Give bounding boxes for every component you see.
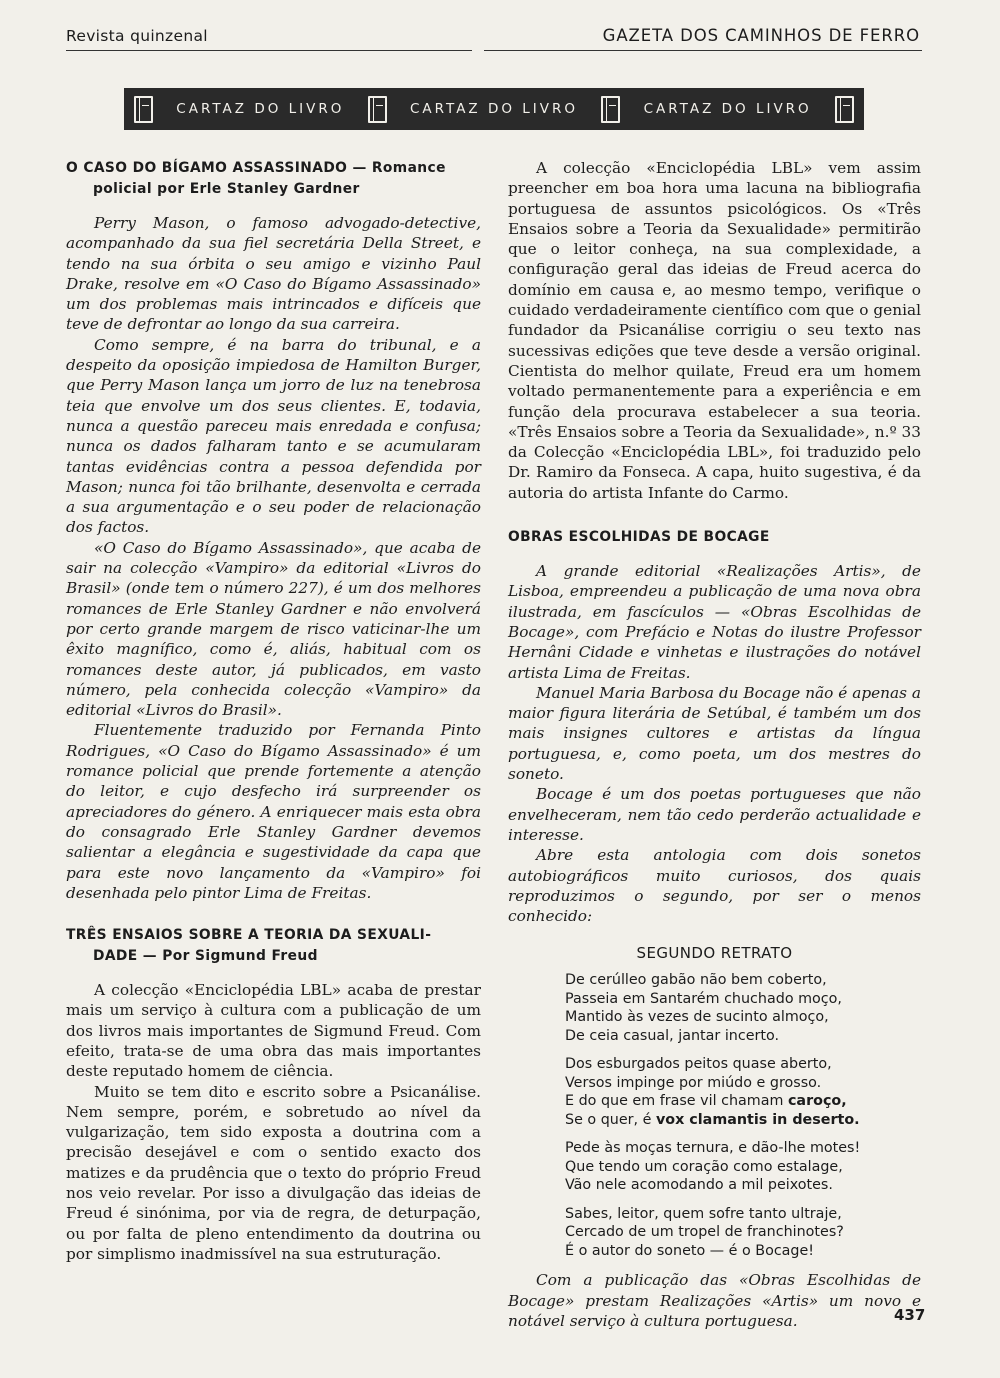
heading-line-1: TRÊS ENSAIOS SOBRE A TEORIA DA SEXUALI- [66, 927, 432, 944]
heading-line-1: O CASO DO BÍGAMO ASSASSINADO — Romance [66, 160, 446, 176]
heading-line-2: DADE — Por Sigmund Freud [93, 948, 318, 965]
poem-line: Sabes, leitor, quem sofre tanto ultraje, [565, 1205, 842, 1222]
right-column [508, 158, 921, 1331]
header-rule-left [66, 50, 472, 51]
poem-line: De ceia casual, jantar incerto. [565, 1027, 780, 1044]
paragraph: Perry Mason, o famoso advogado-detective, acompanhado da sua fiel secretária Della Street, e tendo na sua órbita o seu amigo e vizinho Paul Drake, resolve em «O Caso do Bígamo Assassinado» um dos problemas mais intrincados e difíceis que teve de defrontar ao longo da sua carreira. [66, 214, 481, 334]
page-number: 437 [894, 1306, 926, 1324]
book-icon [601, 96, 620, 123]
banner-label-2: CARTAZ DO LIVRO [409, 101, 579, 117]
poem-line: Que tendo um coração como estalage, [565, 1158, 843, 1175]
section-banner [124, 88, 864, 130]
paragraph: Fluentemente traduzido por Fernanda Pinto Rodrigues, «O Caso do Bígamo Assassinado» é um romance policial que prende fortemente a atenção do leitor, e cujo desfecho irá surpreender os apreciadores do género. A enriquecer mais esta obra do consagrado Erle Stanley Gardner devemos salientar a elegância e sugestividade da capa que para este novo lançamento da «Vampiro» foi desenhada pelo pintor Lima de Freitas. [66, 721, 481, 902]
poem-line: É o autor do soneto — é o Bocage! [565, 1242, 815, 1259]
poem-line: Dos esburgados peitos quase aberto, [565, 1056, 832, 1073]
poem-stanza-4 [508, 1205, 921, 1261]
left-column [66, 158, 481, 1264]
poem-line: Cercado de um tropel de franchinotes? [565, 1224, 844, 1241]
paragraph: «O Caso do Bígamo Assassinado», que acaba de sair na colecção «Vampiro» da editorial «Livros do Brasil» (onde tem o número 227), é um dos melhores romances de Erle Stanley Gardner e não envolverá por certo grande margem de risco vaticinar-lhe um êxito magnífico, como é, aliás, habitual com os romances deste autor, já publicados, em vasto número, pela conhecida colecção «Vampiro» da editorial «Livros do Brasil». [66, 538, 481, 720]
poem-stanza-3 [508, 1139, 921, 1195]
banner-label-1: CARTAZ DO LIVRO [176, 101, 345, 117]
poem-stanza-2 [508, 1055, 921, 1129]
paragraph: Bocage é um dos poetas portugueses que não envelheceram, nem tão cedo perderão actualidade e interesse. [508, 785, 921, 844]
paragraph: A colecção «Enciclopédia LBL» acaba de prestar mais um serviço à cultura com a publicação de um dos livros mais importantes de Sigmund Freud. Com efeito, trata-se de uma obra das mais importantes deste reputado homem de ciência. [66, 981, 481, 1081]
article-heading-bocage: OBRAS ESCOLHIDAS DE BOCAGE [508, 529, 770, 546]
paragraph: A colecção «Enciclopédia LBL» vem assim preencher em boa hora uma lacuna na bibliografia portuguesa de assuntos psicológicos. Os «Três Ensaios sobre a Teoria da Sexualidade» permitirão que o leitor conheça, na sua complexidade, a configuração geral das ideias de Freud acerca do domínio em causa e, ao mesmo tempo, verifique o cuidado verdadeiramente científico com que o genial fundador da Psicanálise corrigiu o seu texto nas sucessivas edições que teve desde a versão original. Cientista do melhor quilate, Freud era um homem voltado permanentemente para a experiência e em função dela procurava estabelecer a sua teoria. «Três Ensaios sobre a Teoria da Sexualidade», n.º 33 da Colecção «Enciclopédia LBL», foi traduzido pelo Dr. Ramiro da Fonseca. A capa, huito sugestiva, é da autoria do artista Infante do Carmo. [508, 159, 921, 502]
banner-label-3: CARTAZ DO LIVRO [643, 101, 812, 117]
poem-line: Se o quer, é vox clamantis in deserto. [565, 1111, 860, 1128]
running-header-left: Revista quinzenal [66, 27, 208, 45]
poem-line: Pede às moças ternura, e dão-lhe motes! [565, 1140, 861, 1157]
running-header-right: GAZETA DOS CAMINHOS DE FERRO [602, 26, 920, 45]
closing-paragraph: Com a publicação das «Obras Escolhidas de Bocage» prestam Realizações «Artis» um novo e notável serviço à cultura portuguesa. [508, 1271, 921, 1330]
poem-line: Vão nele acomodando a mil peixotes. [565, 1177, 833, 1194]
article-heading-freud [66, 925, 481, 967]
book-icon [134, 96, 153, 123]
poem-line: Passeia em Santarém chuchado moço, [565, 990, 842, 1007]
poem-stanza-1 [508, 971, 921, 1045]
poem-line: Mantido às vezes de sucinto almoço, [565, 1009, 829, 1026]
poem-title: SEGUNDO RETRATO [636, 944, 793, 963]
paragraph: Manuel Maria Barbosa du Bocage não é apenas a maior figura literária de Setúbal, é também um dos mais insignes cultores e artistas da língua portuguesa, e, como poeta, um dos mestres do soneto. [508, 683, 921, 784]
poem-line: De cerúlleo gabão não bem coberto, [565, 972, 827, 989]
poem-line: Versos impinge por miúdo e grosso. [565, 1074, 822, 1091]
paragraph: A grande editorial «Realizações Artis», de Lisboa, empreendeu a publicação de uma nova obra ilustrada, em fascículos — «Obras Escolhidas de Bocage», com Prefácio e Notas do ilustre Professor Hernâni Cidade e vinhetas e ilustrações do notável artista Lima de Freitas. [508, 562, 921, 682]
paragraph: Muito se tem dito e escrito sobre a Psicanálise. Nem sempre, porém, e sobretudo ao nível da vulgarização, tem sido exposta a doutrina com a precisão desejável e com o sentido exacto dos matizes e da prudência que o texto do próprio Freud nos veio revelar. Por isso a divulgação das ideias de Freud é sinónima, por via de regra, de deturpação, ou por falta de pleno entendimento da doutrina ou por simplismo inadmissível na sua estruturação. [66, 1082, 481, 1263]
book-icon [368, 96, 387, 123]
header-rule-right [484, 50, 922, 51]
book-icon [835, 96, 854, 123]
paragraph: Abre esta antologia com dois sonetos autobiográficos muito curiosos, dos quais reproduzimos o segundo, por ser o menos conhecido: [508, 846, 921, 926]
paragraph: Como sempre, é na barra do tribunal, e a despeito da oposição impiedosa de Hamilton Burger, que Perry Mason lança um jorro de luz na tenebrosa teia que envolve um dos seus clientes. E, todavia, nunca a questão pareceu mais enredada e confusa; nunca os dados falharam tanto e se acumularam tantas evidências contra a pessoa defendida por Mason; nunca foi tão brilhante, desenvolta e cerrada a sua argumentação e o seu poder de relacionação dos factos. [66, 335, 481, 537]
article-heading-bigamo [66, 158, 481, 200]
heading-line-2: policial por Erle Stanley Gardner [93, 181, 360, 197]
poem-line: E do que em frase vil chamam caroço, [565, 1093, 847, 1110]
